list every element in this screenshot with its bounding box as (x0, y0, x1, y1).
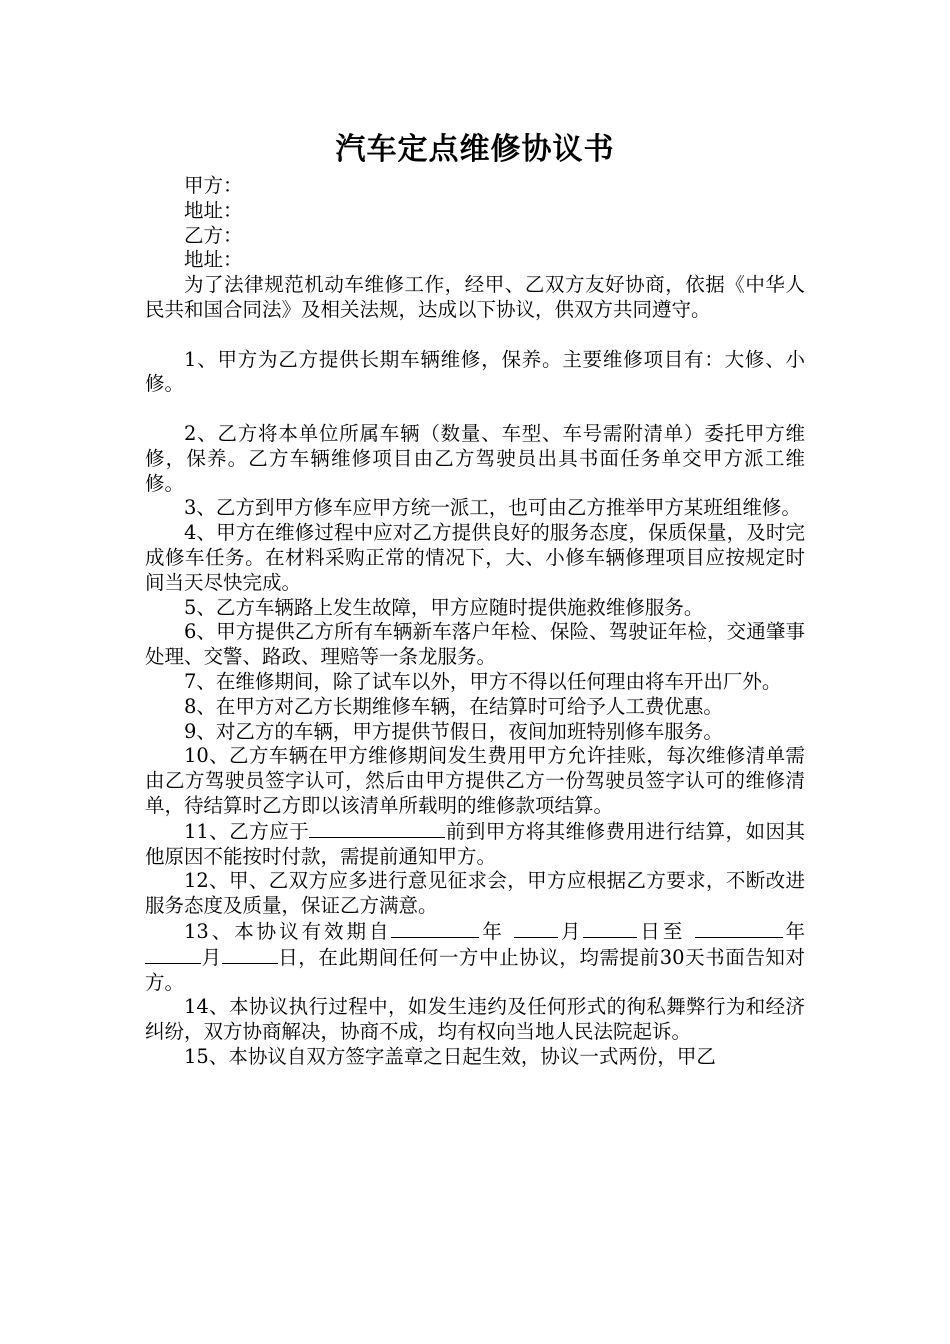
clause-3: 3、乙方到甲方修车应甲方统一派工，也可由乙方推举甲方某班组维修。 (184, 496, 801, 520)
intro-paragraph: 为了法律规范机动车维修工作，经甲、乙双方友好协商，依据《中华人民共和国合同法》及相关法规，达成以下协议，供双方共同遵守。 (145, 273, 805, 321)
clause-8: 8、在甲方对乙方长期维修车辆，在结算时可给予人工费优惠。 (184, 694, 723, 718)
end-year-blank (695, 919, 783, 938)
document-body (145, 174, 805, 1070)
clause-2: 2、乙方将本单位所属车辆（数量、车型、车号需附清单）委托甲方维修，保养。乙方车辆维修项目由乙方驾驶员出具书面任务单交甲方派工维修。 (145, 421, 805, 495)
clause-13-start: 13、本协议有效期自 (184, 919, 392, 943)
start-month-blank (514, 919, 558, 938)
start-year-label: 年 (479, 919, 505, 943)
party-a-address-line: 地址： (184, 198, 243, 222)
end-month-blank (145, 945, 201, 964)
clause-13 (145, 919, 805, 995)
end-day-blank (222, 945, 278, 964)
clause-12: 12、甲、乙双方应多进行意见征求会，甲方应根据乙方要求，不断改进服务态度及质量，保证乙方满意。 (145, 869, 805, 918)
start-day-label: 日至 (637, 919, 686, 943)
clause-9: 9、对乙方的车辆，甲方提供节假日，夜间加班特别修车服务。 (184, 719, 723, 743)
party-a-line: 甲方： (184, 174, 243, 197)
clause-15: 15、本协议自双方签字盖章之日起生效，协议一式两份，甲乙 (184, 1044, 716, 1068)
settlement-date-blank (309, 819, 445, 838)
clause-14: 14、本协议执行过程中，如发生违约及任何形式的徇私舞弊行为和经济纠纷，双方协商解决，协商不成，均有权向当地人民法院起诉。 (145, 995, 805, 1044)
clause-6: 6、甲方提供乙方所有车辆新车落户年检、保险、驾驶证年检，交通肇事处理、交警、路政、理赔等一条龙服务。 (145, 620, 805, 669)
start-year-blank (391, 919, 479, 938)
clause-11 (145, 819, 805, 870)
clause-1: 1、甲方为乙方提供长期车辆维修，保养。主要维修项目有：大修、小修。 (145, 347, 805, 396)
party-b-line: 乙方： (184, 223, 243, 247)
clause-11-start: 11、乙方应于 (184, 819, 310, 843)
end-year-label: 年 (782, 919, 805, 943)
clause-4: 4、甲方在维修过程中应对乙方提供良好的服务态度，保质保量，及时完成修车任务。在材料采购正常的情况下，大、小修车辆修理项目应按规定时间当天尽快完成。 (145, 521, 805, 594)
start-day-blank (583, 919, 637, 938)
end-month-label: 月 (201, 945, 222, 969)
party-b-address-line: 地址： (184, 248, 243, 272)
clause-5: 5、乙方车辆路上发生故障，甲方应随时提供施救维修服务。 (184, 595, 704, 619)
clause-11-end: 前到甲方将其维修费用进行结算，如因其他原因不能按时付款，需提前通知甲方。 (145, 819, 805, 868)
clause-13-end: 日，在此期间任何一方中止协议，均需提前30天书面告知对方。 (145, 945, 805, 994)
document-title: 汽车定点维修协议书 (335, 132, 615, 167)
clause-7: 7、在维修期间，除了试车以外，甲方不得以任何理由将车开出厂外。 (184, 669, 782, 693)
start-month-label: 月 (558, 919, 584, 943)
clause-10: 10、乙方车辆在甲方维修期间发生费用甲方允许挂账，每次维修清单需由乙方驾驶员签字认可，然后由甲方提供乙方一份驾驶员签字认可的维修清单，待结算时乙方即以该清单所载明的维修款项结算。 (145, 744, 805, 817)
